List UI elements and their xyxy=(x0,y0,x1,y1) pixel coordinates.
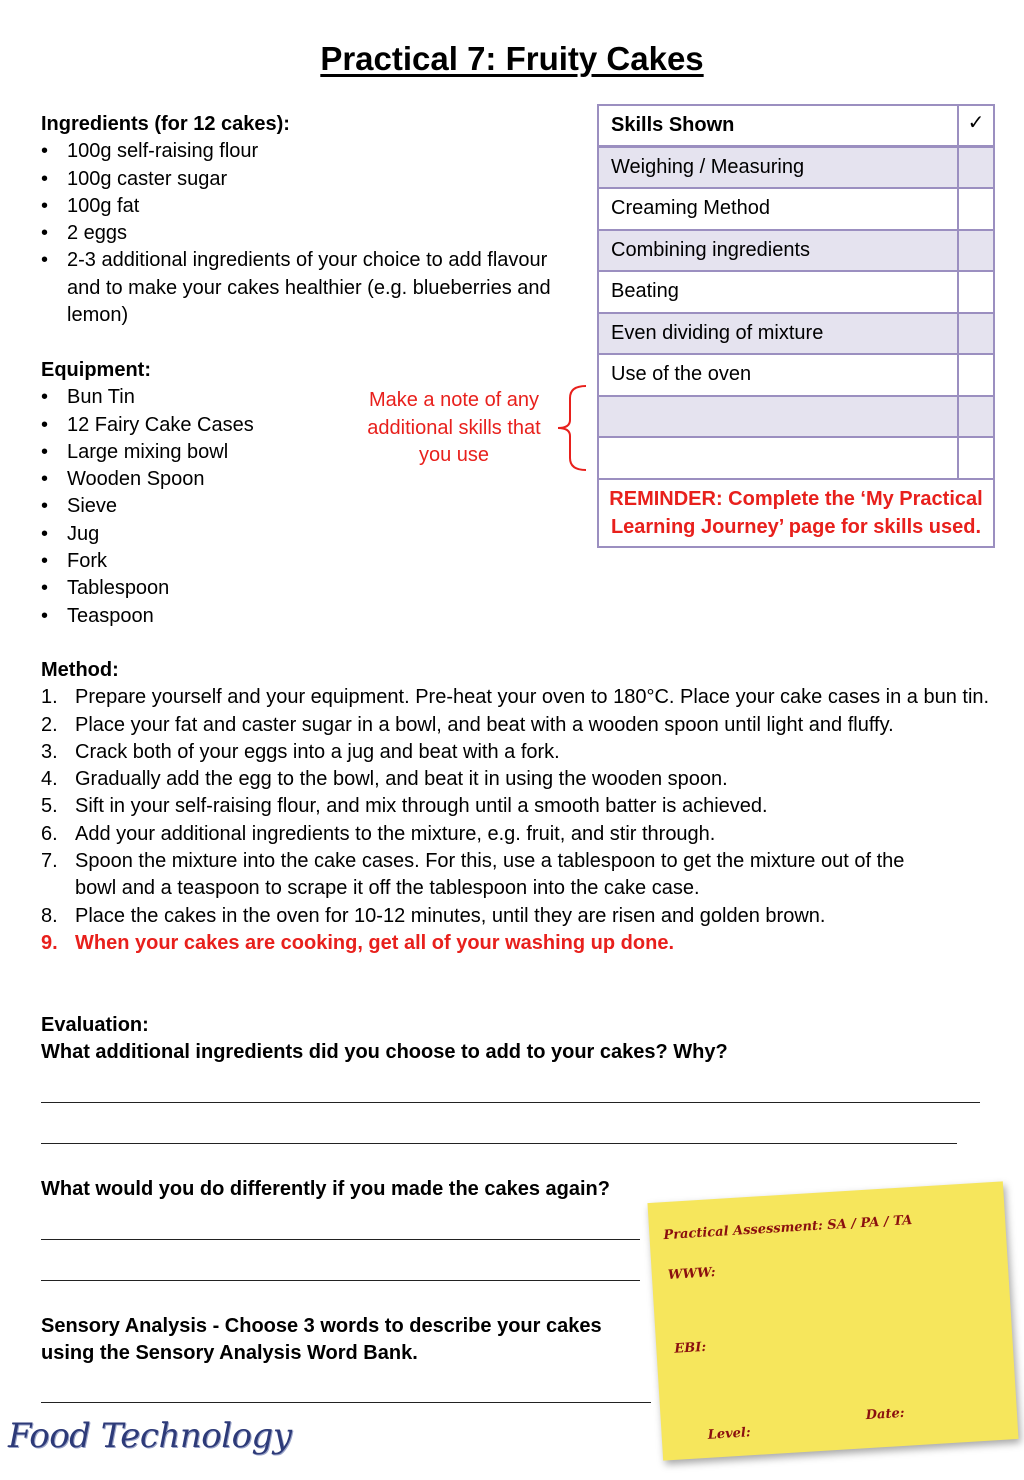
step-text: Spoon the mixture into the cake cases. For this, use a tablespoon to get the mixture out of the bowl and a teaspoon to scrape it off the tablespoon into the cake case. xyxy=(75,850,905,900)
step-number: 3. xyxy=(41,740,58,763)
skill-row xyxy=(599,438,993,480)
equipment-section xyxy=(41,357,341,630)
answer-line[interactable] xyxy=(41,1143,957,1144)
equipment-item: • Large mixing bowl xyxy=(41,439,341,466)
ingredient-item: • 100g self-raising flour xyxy=(41,138,581,165)
skill-checkbox[interactable] xyxy=(957,272,993,312)
step-text: Gradually add the egg to the bowl, and beat it in using the wooden spoon. xyxy=(75,768,728,791)
assessment-sticky-note xyxy=(647,1181,1018,1460)
equipment-item: • Wooden Spoon xyxy=(41,466,341,493)
evaluation-section xyxy=(41,1012,991,1067)
step-number: 8. xyxy=(41,904,58,927)
curly-brace-icon xyxy=(540,382,590,474)
ingredient-item: • 100g caster sugar xyxy=(41,166,581,193)
evaluation-heading: Evaluation: xyxy=(41,1014,149,1036)
step-text: Crack both of your eggs into a jug and beat with a fork. xyxy=(75,740,560,763)
ingredient-item: • 2-3 additional ingredients of your choice to add flavour and to make your cakes healthier (e.g. blueberries and lemon) xyxy=(41,247,581,329)
skill-label: Beating xyxy=(611,280,679,303)
step-text: Add your additional ingredients to the mixture, e.g. fruit, and stir through. xyxy=(75,822,716,845)
equipment-heading: Equipment: xyxy=(41,359,151,381)
method-step xyxy=(41,739,991,766)
step-text: When your cakes are cooking, get all of your washing up done. xyxy=(75,931,674,954)
skill-checkbox[interactable] xyxy=(957,231,993,271)
skill-checkbox[interactable] xyxy=(957,355,993,395)
method-heading: Method: xyxy=(41,659,119,681)
method-step xyxy=(41,712,991,739)
method-section xyxy=(41,657,991,957)
skill-label[interactable] xyxy=(599,438,957,478)
method-step-highlight xyxy=(41,930,991,957)
www-label: WWW: xyxy=(667,1265,717,1283)
step-number: 2. xyxy=(41,713,58,736)
step-text: Sift in your self-raising flour, and mix through until a smooth batter is achieved. xyxy=(75,795,768,818)
step-number: 5. xyxy=(41,795,58,818)
skill-row xyxy=(599,231,993,273)
reminder-text: REMINDER: Complete the ‘My Practical Learning Journey’ page for skills used. xyxy=(609,487,983,538)
skill-checkbox[interactable] xyxy=(957,438,993,478)
additional-skills-note: Make a note of any additional skills that you use xyxy=(367,389,541,466)
skill-row xyxy=(599,314,993,356)
method-step xyxy=(41,766,991,793)
ingredient-item: • 2 eggs xyxy=(41,220,581,247)
step-number: 7. xyxy=(41,850,58,873)
method-step xyxy=(41,903,991,930)
assessment-label: Practical Assessment: SA / PA / TA xyxy=(663,1212,913,1244)
ingredients-section xyxy=(41,111,581,329)
method-step xyxy=(41,821,991,848)
skills-header-row xyxy=(599,106,993,148)
equipment-item: • Bun Tin xyxy=(41,384,341,411)
answer-line[interactable] xyxy=(41,1402,651,1403)
skill-label[interactable] xyxy=(599,397,957,437)
skill-checkbox[interactable] xyxy=(957,397,993,437)
skill-label: Weighing / Measuring xyxy=(611,155,805,178)
evaluation-question-3: Sensory Analysis - Choose 3 words to describe your cakes using the Sensory Analysis Word Bank. xyxy=(41,1315,602,1365)
skill-checkbox[interactable] xyxy=(957,314,993,354)
date-label: Date: xyxy=(865,1405,906,1424)
ingredient-item: • 100g fat xyxy=(41,193,581,220)
answer-line[interactable] xyxy=(41,1102,980,1103)
skill-label: Use of the oven xyxy=(611,363,752,386)
skill-row xyxy=(599,189,993,231)
skill-label: Combining ingredients xyxy=(611,238,811,261)
step-number: 6. xyxy=(41,822,58,845)
skills-header-label: Skills Shown xyxy=(611,113,735,136)
skill-label: Creaming Method xyxy=(611,197,770,220)
skills-table xyxy=(597,104,995,548)
skill-row xyxy=(599,355,993,397)
step-number: 4. xyxy=(41,768,58,791)
equipment-item: • Teaspoon xyxy=(41,603,341,630)
step-text: Prepare yourself and your equipment. Pre-heat your oven to 180°C. Place your cake cases in a bun tin. xyxy=(75,686,990,709)
equipment-item: • 12 Fairy Cake Cases xyxy=(41,412,341,439)
food-technology-logo: Food Technology xyxy=(8,1416,292,1456)
step-number: 1. xyxy=(41,686,58,709)
answer-line[interactable] xyxy=(41,1280,640,1281)
method-step xyxy=(41,793,991,820)
answer-line[interactable] xyxy=(41,1239,640,1240)
checkmark-icon: ✓ xyxy=(957,106,993,145)
skill-label: Even dividing of mixture xyxy=(611,321,824,344)
equipment-item: • Tablespoon xyxy=(41,575,341,602)
step-number: 9. xyxy=(41,931,58,954)
ingredients-heading: Ingredients (for 12 cakes): xyxy=(41,113,290,135)
skill-row xyxy=(599,272,993,314)
method-step xyxy=(41,848,991,903)
step-text: Place your fat and caster sugar in a bowl, and beat with a wooden spoon until light and fluffy. xyxy=(75,713,894,736)
equipment-item: • Sieve xyxy=(41,493,341,520)
skill-checkbox[interactable] xyxy=(957,189,993,229)
page-title: Practical 7: Fruity Cakes xyxy=(320,40,704,77)
method-step xyxy=(41,684,991,711)
evaluation-question-2: What would you do differently if you made the cakes again? xyxy=(41,1178,610,1200)
equipment-item: • Fork xyxy=(41,548,341,575)
step-text: Place the cakes in the oven for 10-12 minutes, until they are risen and golden brown. xyxy=(75,904,826,927)
skill-row xyxy=(599,397,993,439)
level-label: Level: xyxy=(707,1425,752,1443)
ebi-label: EBI: xyxy=(673,1339,707,1357)
equipment-item: • Jug xyxy=(41,521,341,548)
evaluation-question-1: What additional ingredients did you choose to add to your cakes? Why? xyxy=(41,1041,728,1064)
skill-checkbox[interactable] xyxy=(957,148,993,188)
skill-row xyxy=(599,148,993,190)
